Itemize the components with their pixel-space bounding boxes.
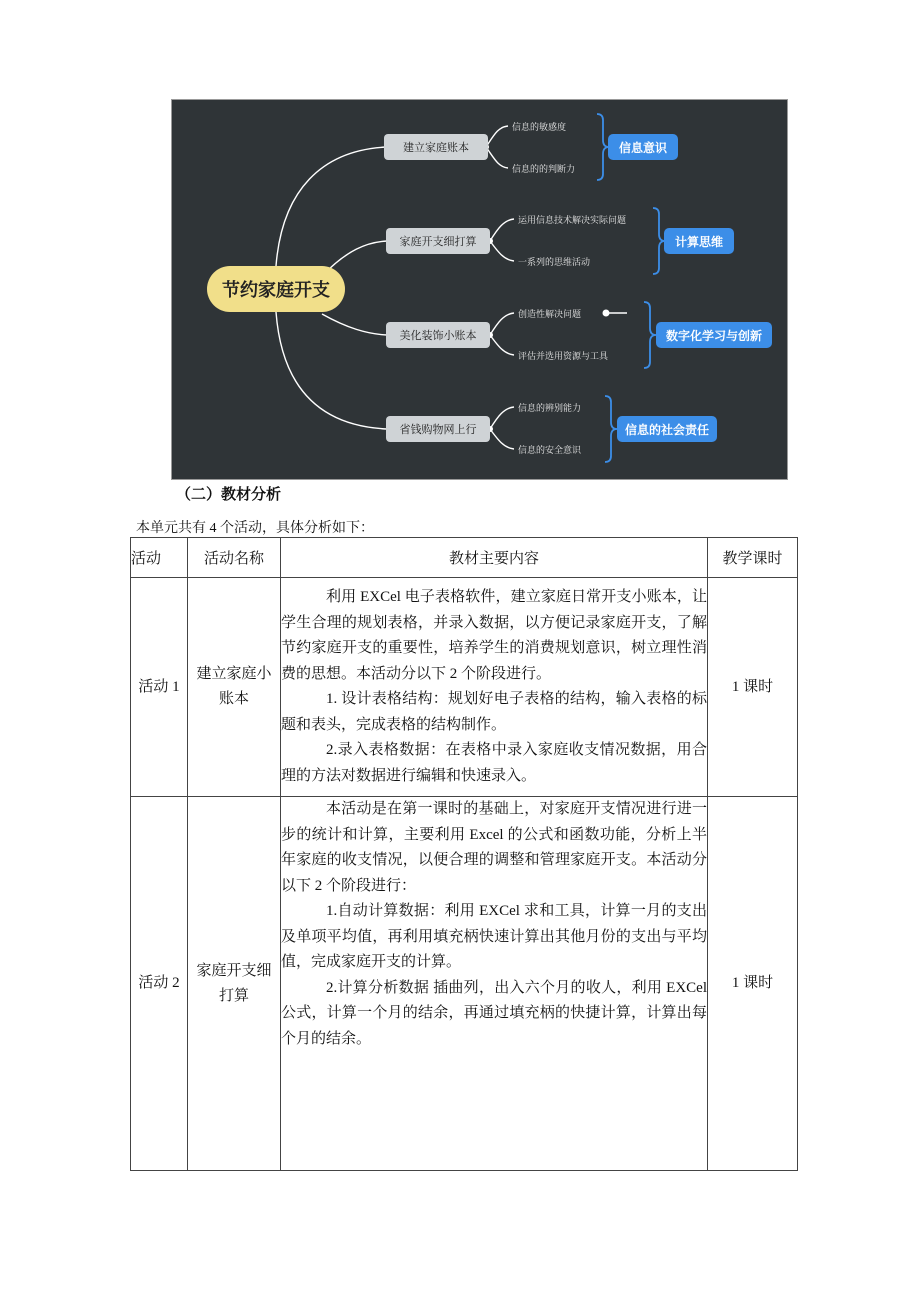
mindmap-leaf: 信息的安全意识: [518, 446, 582, 456]
mindmap-leaf: 运用信息技术解决实际问题: [518, 216, 627, 226]
table-row: [131, 797, 798, 1171]
mindmap-tag: 数字化学习与创新: [656, 322, 772, 348]
table-header-row: [131, 538, 798, 578]
mindmap-tag: 信息的社会责任: [617, 416, 717, 442]
activity-name-cell: 家庭开支细打算: [188, 797, 281, 1171]
mindmap-leaf: 信息的辨别能力: [518, 404, 582, 414]
mindmap-center-node: 节约家庭开支: [207, 266, 345, 312]
header-activity-name: 活动名称: [188, 538, 281, 578]
header-hours: 教学课时: [708, 538, 798, 578]
content-paragraph: 1.自动计算数据：利用 EXCel 求和工具，计算一月的支出及单项平均值，再利用填充柄快速计算出其他月份的支出与平均值，完成家庭开支的计算。: [281, 903, 707, 970]
content-paragraph: 1. 设计表格结构：规划好电子表格的结构，输入表格的标题和表头，完成表格的结构制作。: [281, 691, 707, 733]
mindmap-branch-2: 家庭开支细打算: [386, 228, 490, 254]
content-cell: [281, 797, 708, 1171]
mindmap-image: [171, 99, 788, 480]
activity-name-cell: 建立家庭小账本: [188, 578, 281, 797]
header-main-content: 教材主要内容: [281, 538, 708, 578]
mindmap-leaf: 信息的的判断力: [512, 165, 576, 175]
mindmap-leaf: 一系列的思维活动: [518, 258, 591, 268]
hours-cell: 1 课时: [708, 797, 798, 1171]
content-paragraph: 2.计算分析数据 插曲列，出入六个月的收人，利用 EXCel 公式，计算一个月的结余，再通过填充柄的快捷计算，计算出每个月的结余。: [281, 979, 707, 1047]
mindmap-branch-4: 省钱购物网上行: [386, 416, 490, 442]
content-paragraph: 2.录入表格数据：在表格中录入家庭收支情况数据，用合理的方法对数据进行编辑和快速录入。: [281, 742, 707, 784]
content-paragraph: 本活动是在第一课时的基础上，对家庭开支情况进行进一步的统计和计算，主要利用 Excel 的公式和函数功能，分析上半年家庭的收支情况，以便合理的调整和管理家庭开支。本活动分以下 2 个阶段进行：: [281, 801, 707, 894]
mindmap-leaf: 信息的敏感度: [512, 123, 567, 133]
table-row: [131, 578, 798, 797]
mindmap-tag: 信息意识: [608, 134, 678, 160]
activity-cell: 活动 2: [131, 797, 188, 1171]
mindmap-tag: 计算思维: [664, 228, 734, 254]
mindmap-leaf: 评估并选用资源与工具: [518, 352, 609, 362]
content-paragraph: 利用 EXCel 电子表格软件，建立家庭日常开支小账本，让学生合理的规划表格，并录入数据，以方便记录家庭开支，了解节约家庭开支的重要性，培养学生的消费规划意识，树立理性消费的思想。本活动分以下 2 个阶段进行。: [281, 589, 707, 682]
hours-cell: 1 课时: [708, 578, 798, 797]
header-activity: 活动: [131, 538, 188, 578]
section-title: （二）教材分析: [176, 485, 282, 503]
intro-text: 本单元共有 4 个活动，具体分析如下：: [136, 521, 374, 536]
textbook-analysis-table: [130, 537, 798, 1171]
mindmap-leaf: 创造性解决问题: [518, 310, 582, 320]
content-cell: [281, 578, 708, 797]
activity-cell: 活动 1: [131, 578, 188, 797]
mindmap-branch-3: 美化装饰小账本: [386, 322, 490, 348]
mindmap-branch-1: 建立家庭账本: [384, 134, 488, 160]
